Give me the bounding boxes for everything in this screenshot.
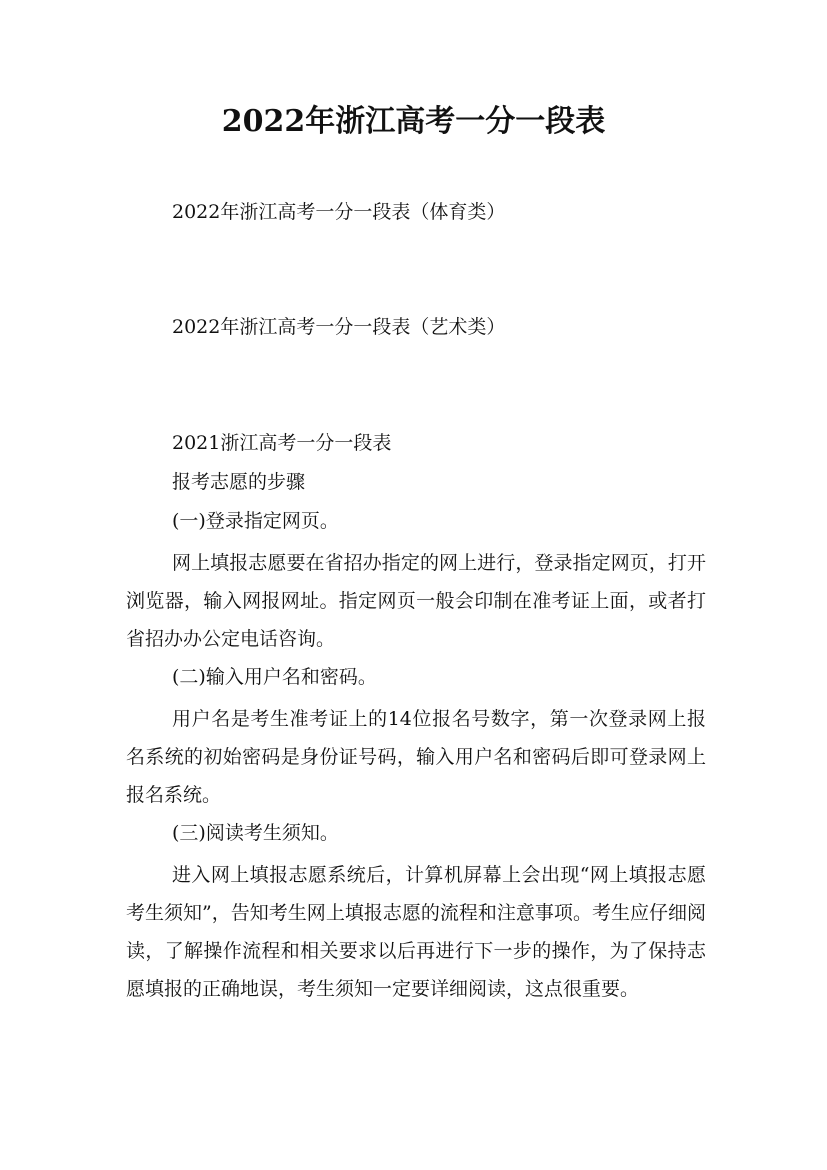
link-sports-score-table: 2022年浙江高考一分一段表（体育类） [172,201,506,223]
document-title: 2022年浙江高考一分一段表 [221,104,606,139]
step-1-heading: (一)登录指定网页。 [172,510,339,532]
step-1-body: 网上填报志愿要在省招办指定的网上进行，登录指定网页，打开浏览器，输入网报网址。指定网页一般会印制在准考证上面，或者打省招办办公定电话咨询。 [126,552,706,650]
step-2-heading: (二)输入用户名和密码。 [172,666,377,688]
step-3-body: 进入网上填报志愿系统后，计算机屏幕上会出现“网上填报志愿考生须知”，告知考生网上填报志愿的流程和注意事项。考生应仔细阅读，了解操作流程和相关要求以后再进行下一步的操作，为了保持志愿填报的正确地误，考生须知一定要详细阅读，这点很重要。 [126,864,706,1000]
link-art-score-table: 2022年浙江高考一分一段表（艺术类） [172,316,506,338]
step-3-heading: (三)阅读考生须知。 [172,822,339,844]
link-2021-score-table: 2021浙江高考一分一段表 [172,432,392,454]
section-heading: 报考志愿的步骤 [172,471,306,493]
step-2-body: 用户名是考生准考证上的14位报名号数字，第一次登录网上报名系统的初始密码是身份证号码，输入用户名和密码后即可登录网上报名系统。 [126,708,706,806]
